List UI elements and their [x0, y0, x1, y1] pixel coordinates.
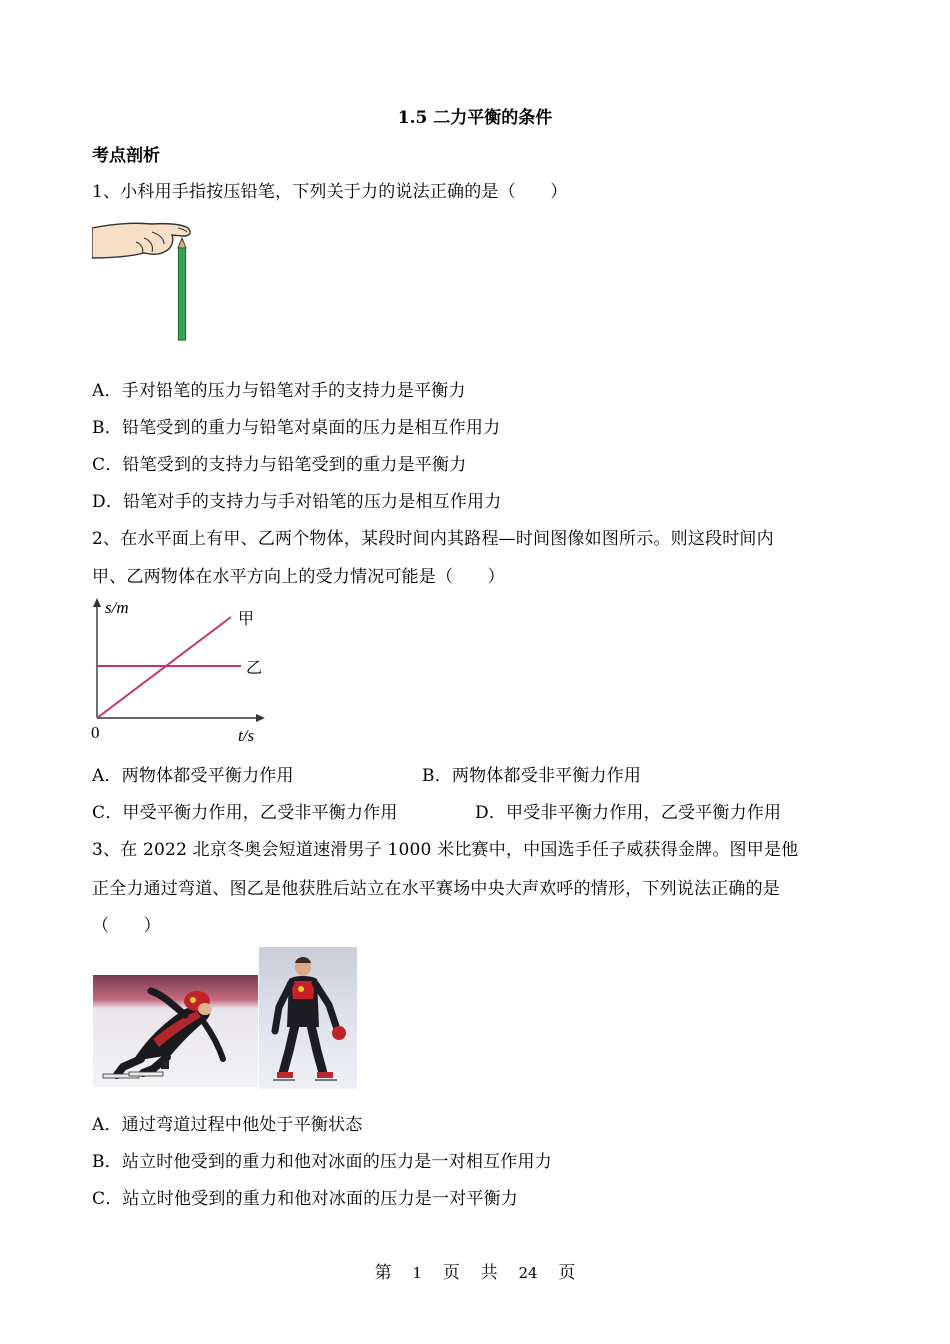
footer-page-number: 1	[412, 1264, 422, 1282]
q1-stem: 1、小科用手指按压铅笔，下列关于力的说法正确的是（ ）	[92, 182, 568, 202]
q1-option-a: A．手对铅笔的压力与铅笔对手的支持力是平衡力	[92, 381, 466, 401]
footer-label-total: 共	[480, 1263, 498, 1283]
skater-turning-photo	[93, 975, 258, 1087]
q3-option-a: A．通过弯道过程中他处于平衡状态	[92, 1115, 363, 1135]
q1-option-c: C．铅笔受到的支持力与铅笔受到的重力是平衡力	[92, 455, 467, 475]
series-jia-label: 甲	[238, 609, 255, 628]
x-axis-label: t/s	[238, 726, 255, 745]
q3-option-b: B．站立时他受到的重力和他对冰面的压力是一对相互作用力	[92, 1152, 552, 1172]
x-axis-arrow	[256, 714, 265, 722]
origin-label: 0	[91, 723, 100, 742]
q3-stem-line2: 正全力通过弯道、图乙是他获胜后站立在水平赛场中央大声欢呼的情形，下列说法正确的是	[92, 879, 780, 899]
hand-pencil-figure	[92, 218, 202, 343]
skater-standing-photo	[259, 947, 357, 1089]
q2-stem-line1: 2、在水平面上有甲、乙两个物体，某段时间内其路程—时间图像如图所示。则这段时间内	[92, 529, 774, 549]
page-footer	[0, 1258, 950, 1283]
series-yi-label: 乙	[246, 658, 263, 677]
q1-option-b: B．铅笔受到的重力与铅笔对桌面的压力是相互作用力	[92, 418, 501, 438]
footer-total-pages: 24	[518, 1264, 538, 1282]
y-axis-label: s/m	[105, 598, 129, 617]
q2-option-b: B．两物体都受非平衡力作用	[422, 766, 642, 786]
section-heading: 考点剖析	[92, 146, 160, 166]
q2-option-c: C．甲受平衡力作用，乙受非平衡力作用	[92, 803, 398, 823]
footer-label-ye2: 页	[558, 1263, 576, 1283]
q2-option-d: D．甲受非平衡力作用，乙受平衡力作用	[475, 803, 782, 823]
footer-label-ye: 页	[442, 1263, 460, 1283]
q2-option-a: A．两物体都受平衡力作用	[92, 766, 294, 786]
q1-option-d: D．铅笔对手的支持力与手对铅笔的压力是相互作用力	[92, 492, 502, 512]
q3-stem-line1: 3、在 2022 北京冬奥会短道速滑男子 1000 米比赛中，中国选手任子威获得金牌。图甲是他	[92, 840, 799, 860]
page-title: 1.5 二力平衡的条件	[397, 108, 553, 128]
y-axis-arrow	[93, 598, 101, 607]
q3-stem-line3: （ ）	[92, 916, 161, 936]
footer-label-page: 第	[374, 1263, 392, 1283]
s-t-graph	[88, 595, 273, 747]
q3-option-c: C．站立时他受到的重力和他对冰面的压力是一对平衡力	[92, 1189, 519, 1209]
q2-stem-line2: 甲、乙两物体在水平方向上的受力情况可能是（ ）	[92, 567, 505, 587]
series-jia-line	[97, 617, 231, 718]
